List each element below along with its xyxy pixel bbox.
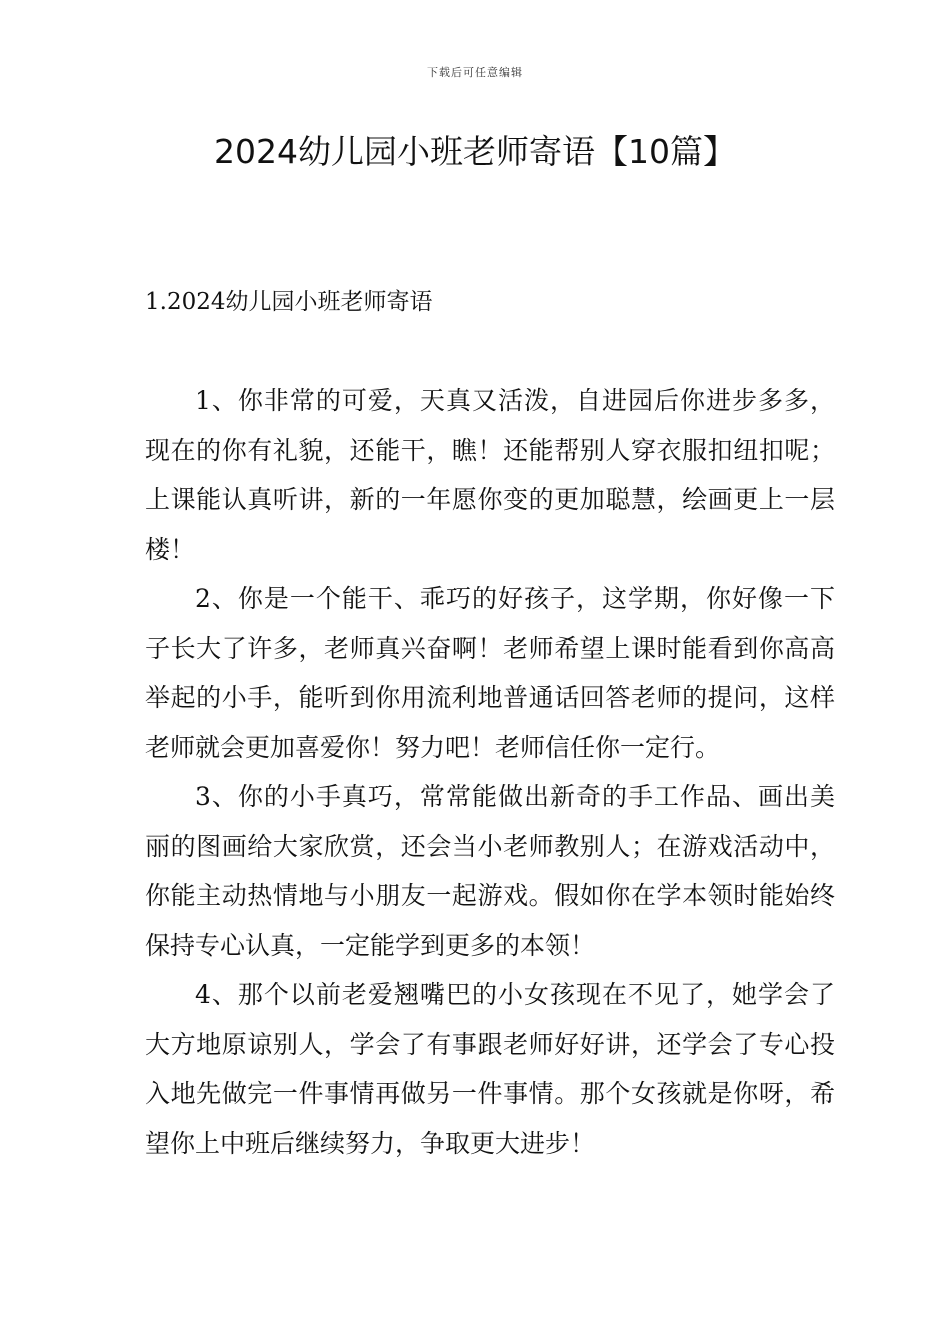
- document-title: 2024幼儿园小班老师寄语【10篇】: [214, 132, 736, 171]
- header-note: 下载后可任意编辑: [427, 66, 523, 79]
- paragraph-2: 2、你是一个能干、乖巧的好孩子，这学期，你好像一下子长大了许多，老师真兴奋啊！老师希望上课时能看到你高高举起的小手，能听到你用流利地普通话回答老师的提问，这样老师就会更加喜爱你！努力吧！老师信任你一定行。: [145, 584, 835, 762]
- paragraph-1: 1、你非常的可爱，天真又活泼，自进园后你进步多多，现在的你有礼貌，还能干，瞧！还能帮别人穿衣服扣纽扣呢；上课能认真听讲，新的一年愿你变的更加聪慧，绘画更上一层楼！: [145, 386, 835, 564]
- section-heading: 1.2024幼儿园小班老师寄语: [145, 289, 433, 315]
- paragraph-4: 4、那个以前老爱翘嘴巴的小女孩现在不见了，她学会了大方地原谅别人，学会了有事跟老师好好讲，还学会了专心投入地先做完一件事情再做另一件事情。那个女孩就是你呀，希望你上中班后继续努力，争取更大进步！: [145, 980, 835, 1158]
- paragraph-3: 3、你的小手真巧，常常能做出新奇的手工作品、画出美丽的图画给大家欣赏，还会当小老师教别人；在游戏活动中，你能主动热情地与小朋友一起游戏。假如你在学本领时能始终保持专心认真，一定能学到更多的本领！: [145, 782, 835, 960]
- body-text: [145, 376, 835, 1168]
